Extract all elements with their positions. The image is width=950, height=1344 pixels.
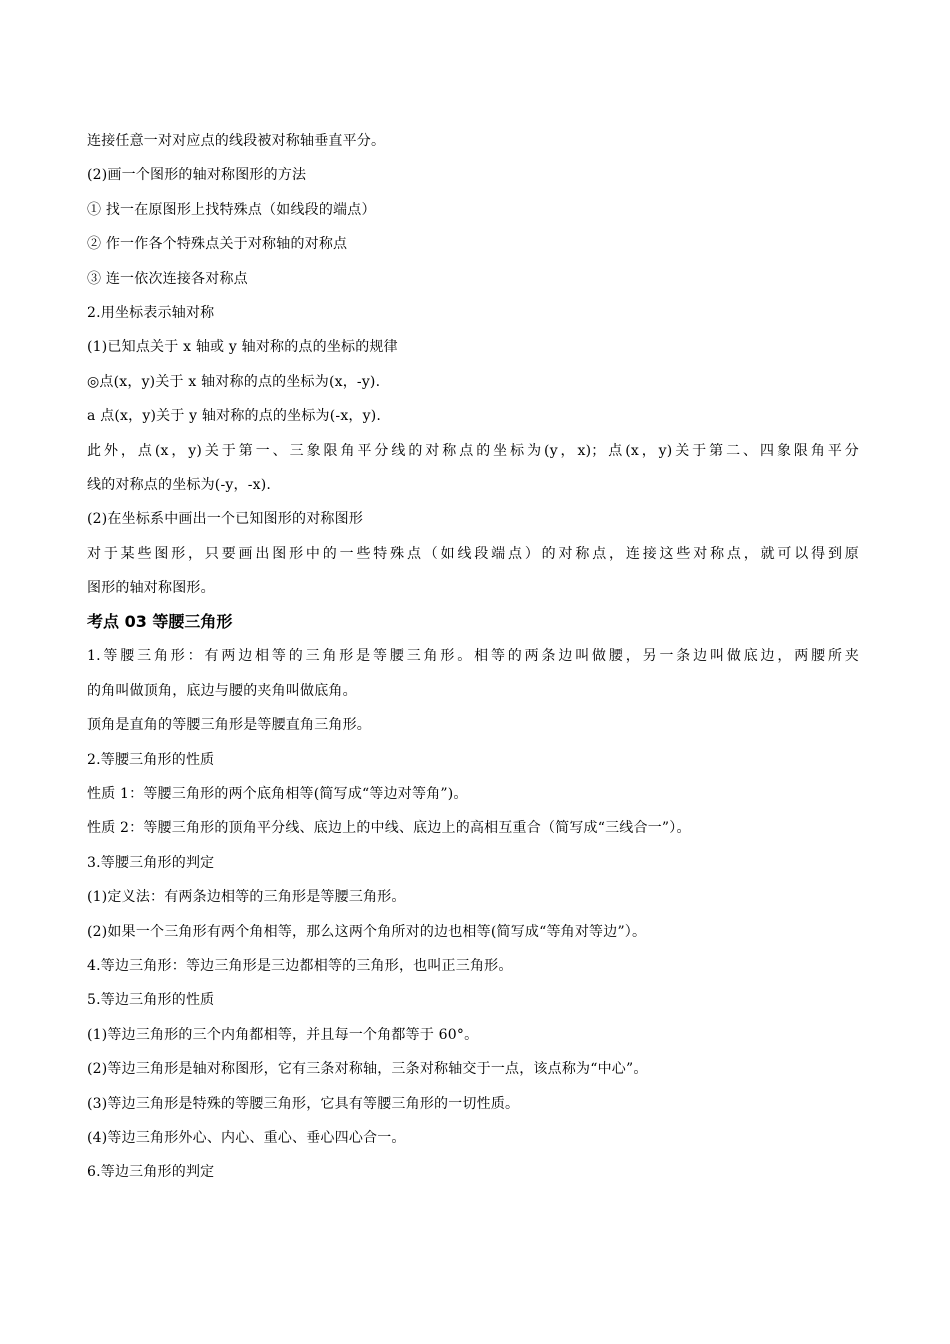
text-line: (1)等边三角形的三个内角都相等，并且每一个角都等于 60°。 xyxy=(87,1026,479,1043)
text-line: 5.等边三角形的性质 xyxy=(87,992,215,1009)
text-line: (2)如果一个三角形有两个角相等，那么这两个角所对的边也相等(简写成“等角对等边”）。 xyxy=(87,923,647,940)
text-line: 线的对称点的坐标为(-y，-x). xyxy=(87,476,272,493)
text-line: 连接任意一对对应点的线段被对称轴垂直平分。 xyxy=(87,133,386,149)
text-line: 1.等腰三角形：有两边相等的三角形是等腰三角形。相等的两条边叫做腰，另一条边叫做底边，两腰所夹 xyxy=(87,648,859,665)
text-line: ③ 连一依次连接各对称点 xyxy=(87,270,248,287)
text-line: 对于某些图形，只要画出图形中的一些特殊点（如线段端点）的对称点，连接这些对称点，就可以得到原 xyxy=(87,545,859,562)
text-line: (2)画一个图形的轴对称图形的方法 xyxy=(87,167,307,184)
text-line: 性质 2：等腰三角形的顶角平分线、底边上的中线、底边上的高相互重合（简写成“三线合一”）。 xyxy=(87,820,691,837)
text-line: 顶角是直角的等腰三角形是等腰直角三角形。 xyxy=(87,717,371,734)
section-heading: 考点 03 等腰三角形 xyxy=(87,612,233,632)
text-line: (2)等边三角形是轴对称图形，它有三条对称轴，三条对称轴交于一点，该点称为“中心”。 xyxy=(87,1061,648,1078)
text-line: (2)在坐标系中画出一个已知图形的对称图形 xyxy=(87,511,364,528)
text-line: 2.用坐标表示轴对称 xyxy=(87,304,215,321)
text-line: 图形的轴对称图形。 xyxy=(87,580,215,597)
text-line: ① 找一在原图形上找特殊点（如线段的端点） xyxy=(87,201,376,218)
text-line: 的角叫做顶角，底边与腰的夹角叫做底角。 xyxy=(87,682,357,699)
text-line: (3)等边三角形是特殊的等腰三角形，它具有等腰三角形的一切性质。 xyxy=(87,1095,520,1112)
text-line: 此外，点(x，y)关于第一、三象限角平分线的对称点的坐标为(y，x)；点(x，y)关于第二、四象限角平分 xyxy=(87,442,859,459)
text-line: (1)已知点关于 x 轴或 y 轴对称的点的坐标的规律 xyxy=(87,339,398,356)
text-line: ◎点(x，y)关于 x 轴对称的点的坐标为(x，-y). xyxy=(87,373,381,390)
text-line: (1)定义法：有两条边相等的三角形是等腰三角形。 xyxy=(87,889,406,906)
text-line: 2.等腰三角形的性质 xyxy=(87,751,215,768)
text-line: 性质 1：等腰三角形的两个底角相等(简写成“等边对等角”)。 xyxy=(87,786,468,803)
text-line: 6.等边三角形的判定 xyxy=(87,1164,215,1181)
text-line: (4)等边三角形外心、内心、重心、垂心四心合一。 xyxy=(87,1129,406,1146)
text-line: a 点(x，y)关于 y 轴对称的点的坐标为(-x，y). xyxy=(87,408,382,425)
text-line: 3.等腰三角形的判定 xyxy=(87,854,215,871)
text-line: 4.等边三角形：等边三角形是三边都相等的三角形，也叫正三角形。 xyxy=(87,957,513,974)
text-line: ② 作一作各个特殊点关于对称轴的对称点 xyxy=(87,236,348,253)
page-content xyxy=(87,124,859,1190)
